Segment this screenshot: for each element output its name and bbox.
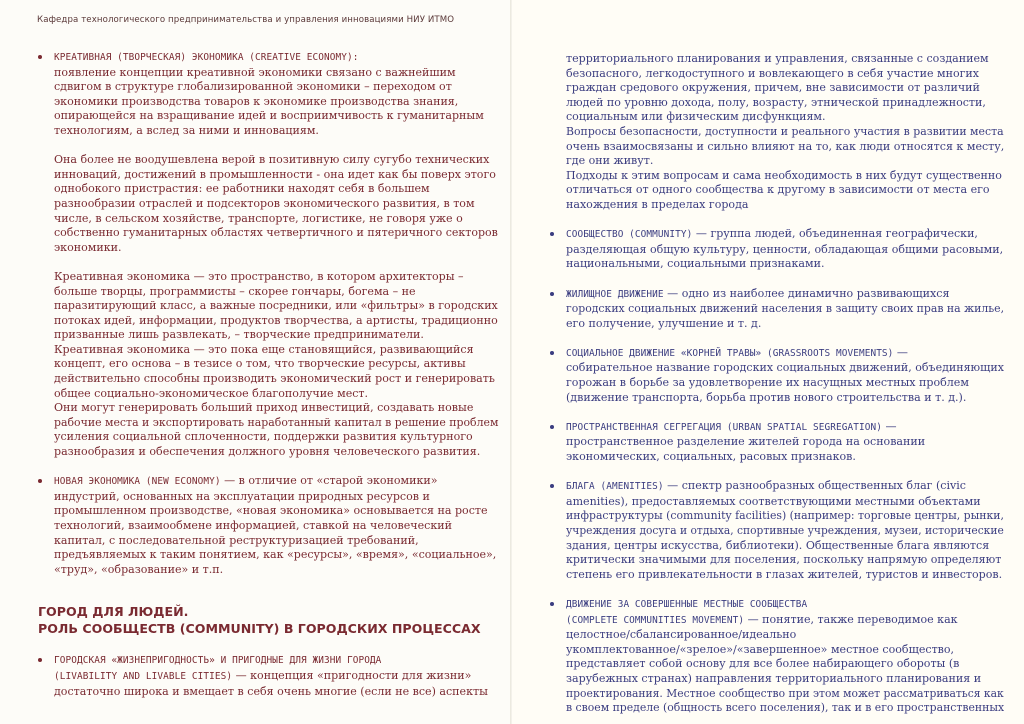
section-heading-line2: РОЛЬ СООБЩЕСТВ (COMMUNITY) В ГОРОДСКИХ ПРОЦЕССАХ: [38, 621, 481, 637]
text-line: степень его привлекательности в глазах жителей, туристов и инвесторов.: [566, 567, 1003, 581]
text-line: ПРОСТРАНСТВЕННАЯ СЕГРЕГАЦИЯ (URBAN SPATIAL SEGREGATION) —: [566, 419, 897, 433]
right-page: [512, 0, 1024, 724]
text-line: городских социальных движений населения в защиту своих прав на жилье,: [566, 302, 1005, 316]
term-segregation: ПРОСТРАНСТВЕННАЯ СЕГРЕГАЦИЯ (URBAN SPATIAL SEGREGATION): [566, 421, 882, 433]
text-line: (LIVABILITY AND LIVABLE CITIES) — концепция «пригодности для жизни»: [54, 668, 472, 682]
term-community: СООБЩЕСТВО (COMMUNITY): [566, 229, 693, 241]
text-line: здания, центры искусства, библиотеки). Общественные блага являются: [566, 538, 990, 552]
text-line: социальным или физическим дисфункциям.: [566, 110, 826, 124]
term-complete-communities: ДВИЖЕНИЕ ЗА СОВЕРШЕННЫЕ МЕСТНЫЕ СООБЩЕСТВА: [566, 598, 808, 610]
text-line: достаточно широка и вмещает в себя очень многие (если не все) аспекты: [54, 684, 488, 698]
page-header: Кафедра технологического предпринимательства и управления инновациями НИУ ИТМО: [37, 15, 455, 25]
text-line: опирающейся на взращивание идей и восприимчивость к гуманитарным: [54, 109, 484, 123]
text-line: разнообразии отраслей и подсекторов экономического развития, в том: [54, 196, 475, 210]
text-line: предъявляемых к таким понятием, как «ресурсы», «время», «социальное»,: [54, 548, 497, 562]
bullet-dot: [38, 479, 42, 483]
text-line: горожан в борьбе за удовлетворение их насущных местных проблем: [566, 376, 969, 390]
bullet-grassroots: [550, 346, 1004, 405]
text-line: однобокого пристрастия: ее работники находят себя в большем: [54, 182, 430, 196]
text-line: технологий, взаимообмене информацией, ставкой на человеческий: [54, 519, 452, 532]
text-line: экономических, социальных, расовых признаков.: [566, 450, 856, 464]
text-line: индустрий, основанных на эксплуатации природных ресурсов и: [54, 489, 430, 503]
text-line: учреждения досуга и отдыха, спортивные учреждения, музеи, исторические: [566, 524, 1004, 537]
bullet-housing: [550, 287, 1004, 332]
livability-continuation: [550, 52, 1004, 213]
term-housing: ЖИЛИЩНОЕ ДВИЖЕНИЕ: [566, 288, 664, 300]
term-new-economy: НОВАЯ ЭКОНОМИКА (NEW ECONOMY): [54, 476, 221, 488]
text-line: собирательное название городских социальных движений, объединяющих: [566, 361, 1004, 375]
bullet-dot: [550, 292, 554, 296]
bullet-amenities: [550, 479, 1004, 582]
text-line: зарубежных странах) направления территориального планирования и: [566, 671, 982, 685]
text-line: целостное/сбалансированное/идеально: [566, 628, 797, 642]
text-line: очень взаимосвязаны и сильно влияют на то, как люди относятся к месту,: [566, 139, 1005, 153]
text-line: укомплектованное/«зрелое»/«завершенное» местное сообщество,: [566, 642, 955, 656]
text-line: Вопросы безопасности, доступности и реального участия в развитии места: [566, 124, 1004, 138]
bullet-dot: [550, 425, 554, 429]
text-line: экономики.: [54, 240, 122, 254]
text-line: в своем пределе (общность всего поселения), так и в его пространственных: [566, 701, 1005, 715]
text-line: территориального планирования и управления, связанные с созданием: [566, 52, 989, 65]
text-line: промышленном производстве, «новая экономика» основывается на росте: [54, 504, 488, 518]
text-line: общее социально-экономическое благополучие мест.: [54, 386, 369, 400]
text-line: (движение транспорта, борьба против нового строительства и т. д.).: [566, 390, 967, 404]
text-line: «труд», «образование» и т.п.: [54, 562, 224, 576]
text-line: усиления социальной сплоченности, поддержки развития культурного: [54, 430, 473, 444]
bullet-dot: [550, 232, 554, 236]
bullet-dot: [550, 351, 554, 355]
text-line: нахождения в пределах города: [566, 197, 749, 211]
text-line: инноваций, достижений в промышленности - она идет как бы поверх этого: [54, 167, 496, 181]
text-line: паразитирующий класс, а важные посредники, или «фильтры» в городских: [54, 299, 498, 313]
text-line: разделяющая общую культуру, ценности, обладающая общими расовыми,: [566, 242, 1004, 256]
text-line: пространственное разделение жителей города на основании: [566, 435, 926, 449]
text-line: отличаться от одного сообщества к другому в зависимости от места его: [566, 183, 990, 197]
text-line: призванные лишь развлекать, – творческие предприниматели.: [54, 328, 424, 342]
text-line: где они живут.: [566, 154, 654, 168]
text-line: появление концепции креативной экономики связано с важнейшим: [54, 65, 456, 79]
term-line: [566, 597, 1004, 613]
term-livability: ГОРОДСКАЯ «ЖИЗНЕПРИГОДНОСТЬ» И ПРИГОДНЫЕ ДЛЯ ЖИЗНИ ГОРОДА: [54, 655, 382, 667]
bullet-complete-communities: [550, 597, 1004, 716]
text-line: amenities), предоставляемых соответствующими местными объектами: [566, 494, 981, 508]
bullet-dot: [550, 484, 554, 488]
text-line: концепт, его основа – в тезисе о том, что творческие ресурсы, активы: [54, 357, 466, 371]
text-line: числе, в сельском хозяйстве, транспорте, логистике, не говоря уже о: [54, 211, 463, 225]
text-line: безопасного, легкодоступного и вовлекающего в себя участие многих: [566, 66, 980, 80]
left-column: [38, 50, 498, 699]
term-line: [54, 50, 498, 66]
text-line: ЖИЛИЩНОЕ ДВИЖЕНИЕ — одно из наиболее динамично развивающихся: [566, 286, 950, 300]
text-line: Она более не воодушевлена верой в позитивную силу сугубо технических: [54, 153, 490, 167]
text-line: (COMPLETE COMMUNITIES MOVEMENT) — понятие, также переводимое как: [566, 612, 958, 626]
text-line: его получение, улучшение и т. д.: [566, 316, 762, 330]
text-line: проектирования. Местное сообщество при этом может рассматриваться как: [566, 686, 1004, 700]
text-line: Подходы к этим вопросам и сама необходимость в них будут существенно: [566, 168, 1002, 182]
bullet-livability: [38, 653, 498, 699]
bullet-dot: [38, 658, 42, 662]
right-column: [550, 52, 1004, 716]
text-line: технологиям, а вслед за ними и инновациям.: [54, 123, 319, 137]
text-line: действительно способны производить экономический рост и генерировать: [54, 372, 495, 386]
bullet-community: [550, 227, 1004, 272]
text-line: представляет собой основу для все более набирающего обороты (в: [566, 657, 960, 671]
text-line: рабочие места и экспортировать наработанный капитал в решение проблем: [54, 415, 499, 429]
text-line: Креативная экономика — это пространство, в котором архитекторы –: [54, 269, 464, 283]
text-line: людей по уровню дохода, полу, возрасту, этнической принадлежности,: [566, 95, 986, 109]
text-line: инфраструктуры (community facilities) (например: торговые центры, рынки,: [566, 509, 1005, 523]
bullet-new-economy: [38, 474, 498, 577]
text-line: Креативная экономика — это пока еще становящийся, развивающийся: [54, 342, 474, 356]
text-line: граждан средового окружения, причем, вне зависимости от различий: [566, 81, 980, 95]
text-line: экономики производства товаров к экономике производства знания,: [54, 94, 459, 108]
bullet-segregation: [550, 420, 1004, 465]
text-line: БЛАГА (AMENITIES) — спектр разнообразных общественных благ (civic: [566, 479, 966, 493]
text-line: потоках идей, информации, продуктов творчества, а артисты, традиционно: [54, 313, 498, 327]
bullet-dot: [38, 55, 42, 59]
text-line: Они могут генерировать больший приход инвестиций, создавать новые: [54, 401, 474, 415]
text-line: больше творцы, программисты – скорее гончары, богема – не: [54, 284, 416, 298]
text-line: критически значимыми для поселения, поскольку напрямую определяют: [566, 553, 1002, 567]
text-line: СОЦИАЛЬНОЕ ДВИЖЕНИЕ «КОРНЕЙ ТРАВЫ» (GRASSROOTS MOVEMENTS) —: [566, 345, 908, 359]
text-line: разнообразия и обеспечения должного уровня человеческого развития.: [54, 445, 481, 459]
bullet-creative-economy: [38, 50, 498, 460]
term-line: [54, 653, 498, 669]
term-grassroots: СОЦИАЛЬНОЕ ДВИЖЕНИЕ «КОРНЕЙ ТРАВЫ» (GRASSROOTS MOVEMENTS): [566, 347, 894, 359]
term-creative-economy: КРЕАТИВНАЯ (ТВОРЧЕСКАЯ) ЭКОНОМИКА (CREATIVE ECONOMY):: [54, 52, 359, 63]
text-line: национальными, социальными признаками.: [566, 257, 825, 271]
text-line: СООБЩЕСТВО (COMMUNITY) — группа людей, объединенная географически,: [566, 227, 978, 241]
text-line: НОВАЯ ЭКОНОМИКА (NEW ECONOMY) — в отличие от «старой экономики»: [54, 474, 438, 488]
text-line: капитал, с последовательной реструктуризацией требований,: [54, 533, 419, 547]
text-line: собственно гуманитарных областях четвертичного и пятеричного секторов: [54, 226, 498, 240]
text-line: сдвигом в структуре глобализированной экономики – переходом от: [54, 80, 452, 94]
bullet-dot: [550, 602, 554, 606]
term-amenities: БЛАГА (AMENITIES): [566, 481, 664, 493]
section-heading-line1: ГОРОД ДЛЯ ЛЮДЕЙ.: [38, 604, 189, 620]
